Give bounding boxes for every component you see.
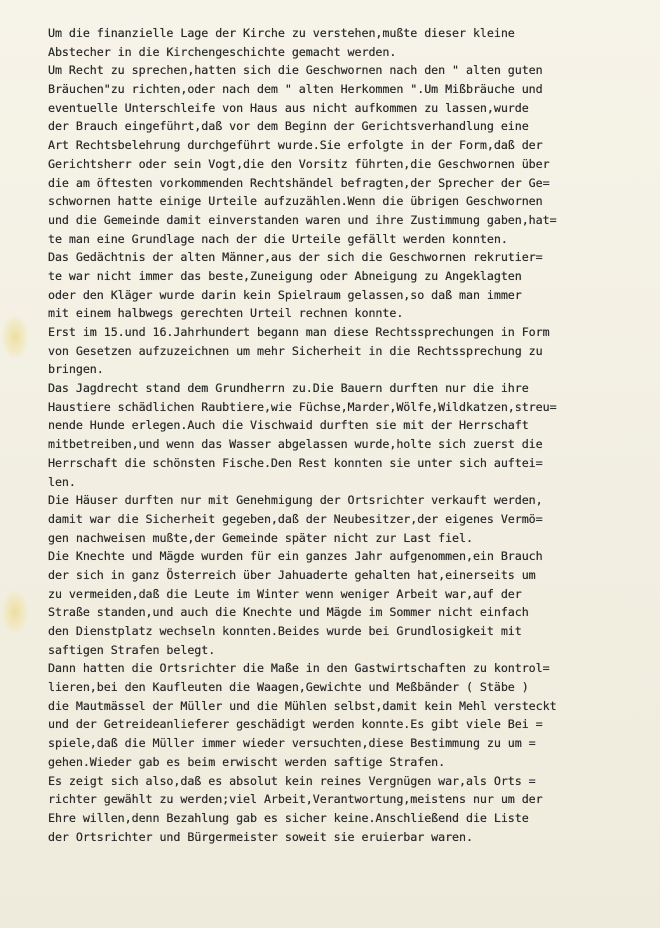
text-line: te man eine Grundlage nach der die Urteile gefällt werden konnten. [48,231,508,246]
text-line: Das Jagdrecht stand dem Grundherrn zu.Die Bauern durften nur die ihre [48,381,529,396]
text-line: bringen. [48,362,104,377]
text-line: saftigen Strafen belegt. [48,642,216,657]
text-line: nende Hunde erlegen.Auch die Vischwaid durften sie mit der Herrschaft [48,418,529,433]
text-line: gen nachweisen mußte,der Gemeinde später nicht zur Last fiel. [48,530,473,545]
text-line: der sich in ganz Österreich über Jahuaderte gehalten hat,einerseits um [48,567,536,582]
text-line: zu vermeiden,daß die Leute im Winter wenn weniger Arbeit war,auf der [48,586,522,601]
text-line: von Gesetzen aufzuzeichnen um mehr Sicherheit in die Rechtssprechung zu [48,343,543,358]
text-line: Ehre willen,denn Bezahlung gab es sicher keine.Anschließend die Liste [48,810,529,825]
text-line: Bräuchen"zu richten,oder nach dem " alten Herkommen ".Um Mißbräuche und [48,82,543,97]
text-line: richter gewählt zu werden;viel Arbeit,Verantwortung,meistens nur um der [48,792,543,807]
text-line: die Mautmässel der Müller und die Mühlen selbst,damit kein Mehl versteckt [48,698,557,713]
text-line: Erst im 15.und 16.Jahrhundert begann man diese Rechtssprechungen in Form [48,325,550,339]
text-line: der Ortsrichter und Bürgermeister soweit sie eruierbar waren. [48,829,473,844]
text-line: mit einem halbwegs gerechten Urteil rechnen konnte. [48,306,404,321]
text-line: und die Gemeinde damit einverstanden waren und ihre Zustimmung gaben,hat= [48,212,557,227]
text-line: die am öftesten vorkommenden Rechtshändel befragten,der Sprecher der Ge= [48,175,550,190]
text-line: Herrschaft die schönsten Fische.Den Rest konnten sie unter sich auftei= [48,455,543,470]
text-line: Gerichtsherr oder sein Vogt,die den Vorsitz führten,die Geschwornen über [48,156,550,171]
text-line: Straße standen,und auch die Knechte und Mägde im Sommer nicht einfach [48,605,529,620]
text-line: Art Rechtsbelehrung durchgeführt wurde.Sie erfolgte in der Form,daß der [48,138,543,153]
text-line: Haustiere schädlichen Raubtiere,wie Füchse,Marder,Wölfe,Wildkatzen,streu= [48,399,557,414]
text-line: Das Gedächtnis der alten Männer,aus der sich die Geschwornen rekrutier= [48,250,543,265]
text-line: Es zeigt sich also,daß es absolut kein reines Vergnügen war,als Orts = [48,773,536,788]
text-line: der Brauch eingeführt,daß vor dem Beginn der Gerichtsverhandlung eine [48,119,529,134]
text-line: spiele,daß die Müller immer wieder versuchten,diese Bestimmung zu um = [48,736,536,751]
text-line: eventuelle Unterschleife von Haus aus nicht aufkommen zu lassen,wurde [48,100,529,115]
typewritten-text [48,24,648,846]
text-line: Die Knechte und Mägde wurden für ein ganzes Jahr aufgenommen,ein Brauch [48,549,543,564]
text-line: mitbetreiben,und wenn das Wasser abgelassen wurde,holte sich zuerst die [48,437,543,452]
text-line: Die Häuser durften nur mit Genehmigung der Ortsrichter verkauft werden, [48,493,543,508]
text-line: damit war die Sicherheit gegeben,daß der Neubesitzer,der eigenes Vermö= [48,511,543,526]
text-line: Um Recht zu sprechen,hatten sich die Geschwornen nach den " alten guten [48,63,543,78]
text-line: oder den Kläger wurde darin kein Spielraum gelassen,so daß man immer [48,287,522,302]
text-line: Um die finanzielle Lage der Kirche zu verstehen,mußte dieser kleine [48,26,515,40]
text-line: Abstecher in die Kirchengeschichte gemacht werden. [48,44,397,59]
text-line: Dann hatten die Ortsrichter die Maße in den Gastwirtschaften zu kontrol= [48,661,550,676]
text-line: len. [48,474,76,489]
text-line: schwornen hatte einige Urteile aufzuzählen.Wenn die übrigen Geschwornen [48,194,543,209]
text-line: gehen.Wieder gab es beim erwischt werden saftige Strafen. [48,754,446,769]
text-line: te war nicht immer das beste,Zuneigung oder Abneigung zu Angeklagten [48,268,522,283]
punch-hole-stain-lower [2,590,28,634]
text-line: den Dienstplatz wechseln konnten.Beides wurde bei Grundlosigkeit mit [48,624,522,638]
punch-hole-stain-upper [2,315,28,359]
text-line: und der Getreideanlieferer geschädigt werden konnte.Es gibt viele Bei = [48,717,543,732]
text-line: lieren,bei den Kaufleuten die Waagen,Gewichte und Meßbänder ( Stäbe ) [48,680,529,695]
